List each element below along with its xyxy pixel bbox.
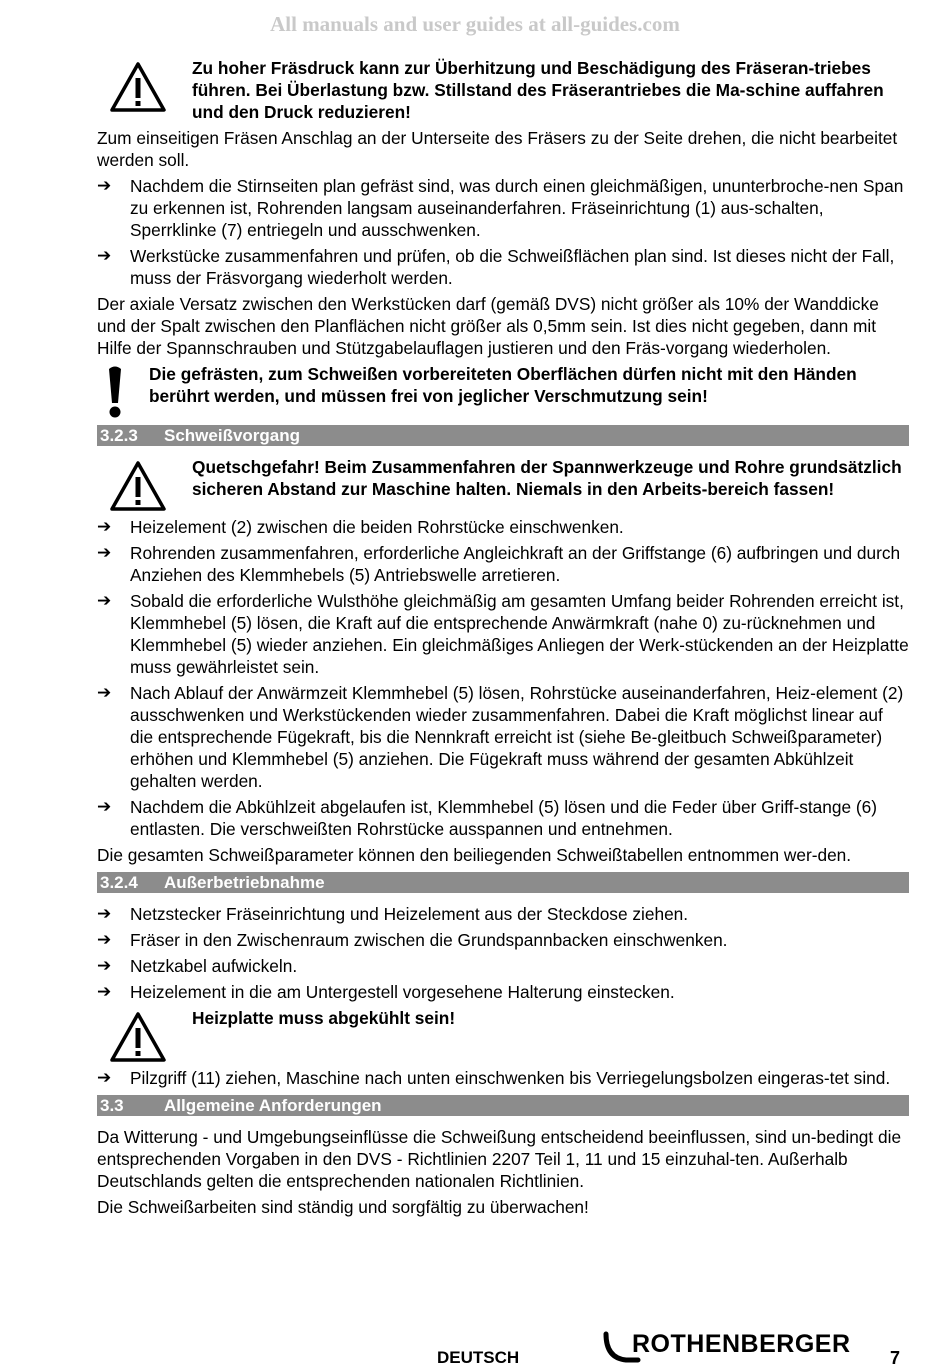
list-item: ➔ Netzkabel aufwickeln. <box>97 956 298 976</box>
list-item: ➔ Pilzgriff (11) ziehen, Maschine nach unten einschwenken bis Verriegelungsbolzen eingeras-tet sind. <box>97 1068 891 1088</box>
list-item: ➔ Netzstecker Fräseinrichtung und Heizelement aus der Steckdose ziehen. <box>97 904 689 924</box>
list-item: ➔ Werkstücke zusammenfahren und prüfen, ob die Schweißflächen plan sind. Ist dieses nicht der Fall, muss der Fräsvorgang wiederholt werden. <box>97 246 895 288</box>
arrow-right-icon: ➔ <box>97 904 112 923</box>
notice-block-1 <box>97 363 909 419</box>
arrow-right-icon: ➔ <box>97 930 112 949</box>
list-item: ➔ Nachdem die Stirnseiten plan gefräst sind, was durch einen gleichmäßigen, ununterbroche-nen Span zu erkennen ist, Rohrenden langsam auseinanderfahren. Fräseinrichtung (1) aus-schalten, Sperrklinke (7) entriegeln und ausschwenken. <box>97 176 904 240</box>
brand-logo <box>602 1330 852 1364</box>
warning-block-1 <box>97 57 909 123</box>
section-heading-3-2-4: 3.2.4 Außerbetriebnahme <box>97 872 909 893</box>
warning-block-2 <box>97 456 909 512</box>
paragraph-2: Der axiale Versatz zwischen den Werkstücken darf (gemäß DVS) nicht größer als 10% der Wanddicke und der Spalt zwischen den Planflächen nicht größer als 0,5mm sein. Ist dies nicht gegeben, dann mit Hilfe der Spannschrauben und Stützgabelauflagen justieren und den Fräs-vorgang wiederholen. <box>97 294 879 358</box>
list-item: ➔ Rohrenden zusammenfahren, erforderliche Angleichkraft an der Griffstange (6) aufbringen und durch Anziehen des Klemmhebels (5) Antriebswelle arretieren. <box>97 543 901 585</box>
paragraph-4: Da Witterung - und Umgebungseinflüsse die Schweißung entscheidend beeinflussen, sind un-bedingt die entsprechenden Vorgaben in den DVS - Richtlinien 2207 Teil 1, 11 und 15 einzuhal-ten. Außerhalb Deutschlands gelten die entsprechenden nationalen Richtlinien. <box>97 1127 902 1191</box>
page-number: 7 <box>890 1348 901 1368</box>
list-item: ➔ Heizelement in die am Untergestell vorgesehene Halterung einstecken. <box>97 982 675 1002</box>
warning-block-3 <box>97 1007 909 1063</box>
list-item: ➔ Nach Ablauf der Anwärmzeit Klemmhebel (5) lösen, Rohrstücke auseinanderfahren, Heiz-element (2) ausschwenken und Werkstückenden wieder zusammenfahren. Dabei die Kraft möglichst linear auf die entsprechende Fügekraft, bis die Nennkraft erreicht ist (siehe Be-gleitbuch Schweißparameter) erhöhen und Klemmhebel (5) anziehen. Die Fügekraft muss während der gesamten Abkühlzeit gehalten werden. <box>97 683 904 791</box>
paragraph-3: Die gesamten Schweißparameter können den beiliegenden Schweißtabellen entnommen wer-den. <box>97 845 852 865</box>
list-item: ➔ Fräser in den Zwischenraum zwischen die Grundspannbacken einschwenken. <box>97 930 728 950</box>
page-content <box>97 57 909 1222</box>
list-item: ➔ Sobald die erforderliche Wulsthöhe gleichmäßig am gesamten Umfang beider Rohrenden erreicht ist, Klemmhebel (5) lösen, die Kraft auf die entsprechende Anwärmkraft (nahe 0) zu-rücknehmen und Klemmhebel (5) wieder anziehen. Ein gleichmäßiges Anliegen der Werk-stückenden an der Heizplatte muss gewährleistet sein. <box>97 591 909 677</box>
exclamation-icon <box>97 363 149 419</box>
list-item: ➔ Nachdem die Abkühlzeit abgelaufen ist, Klemmhebel (5) lösen und die Feder über Griff-stange (6) entlasten. Die verschweißten Rohrstücke ausspannen und entnehmen. <box>97 797 878 839</box>
warning-triangle-icon <box>97 456 192 512</box>
paragraph-1: Zum einseitigen Fräsen Anschlag an der Unterseite des Fräsers zu der Seite drehen, die nicht bearbeitet werden soll. <box>97 128 898 170</box>
arrow-right-icon: ➔ <box>97 517 112 536</box>
arrow-right-icon: ➔ <box>97 543 112 562</box>
warning-triangle-icon <box>97 57 192 113</box>
arrow-right-icon: ➔ <box>97 176 112 195</box>
arrow-right-icon: ➔ <box>97 956 112 975</box>
warning-text-3: Heizplatte muss abgekühlt sein! <box>192 1008 456 1028</box>
arrow-right-icon: ➔ <box>97 591 112 610</box>
arrow-right-icon: ➔ <box>97 982 112 1001</box>
section-heading-3-2-3: 3.2.3 Schweißvorgang <box>97 425 909 446</box>
paragraph-5: Die Schweißarbeiten sind ständig und sorgfältig zu überwachen! <box>97 1197 589 1217</box>
warning-triangle-icon <box>97 1007 192 1063</box>
footer-language: DEUTSCH <box>437 1348 520 1367</box>
warning-text-2: Quetschgefahr! Beim Zusammenfahren der Spannwerkzeuge und Rohre grundsätzlich sicheren Abstand zur Maschine halten. Niemals in den Arbeits-bereich fassen! <box>192 457 902 499</box>
arrow-right-icon: ➔ <box>97 683 112 702</box>
brand-name: ROTHENBERGER <box>632 1330 851 1358</box>
list-item: ➔ Heizelement (2) zwischen die beiden Rohrstücke einschwenken. <box>97 517 624 537</box>
warning-text-1: Zu hoher Fräsdruck kann zur Überhitzung und Beschädigung des Fräseran-triebes führen. Bei Überlastung bzw. Stillstand des Fräserantriebes die Ma-schine auffahren und den Druck reduzieren! <box>192 58 884 122</box>
watermark: All manuals and user guides at all-guides.com <box>270 12 680 36</box>
arrow-right-icon: ➔ <box>97 246 112 265</box>
arrow-right-icon: ➔ <box>97 797 112 816</box>
section-heading-3-3: 3.3 Allgemeine Anforderungen <box>97 1095 909 1116</box>
arrow-right-icon: ➔ <box>97 1068 112 1087</box>
notice-text-1: Die gefrästen, zum Schweißen vorbereiteten Oberflächen dürfen nicht mit den Händen berührt werden, und müssen frei von jeglicher Verschmutzung sein! <box>149 364 857 406</box>
